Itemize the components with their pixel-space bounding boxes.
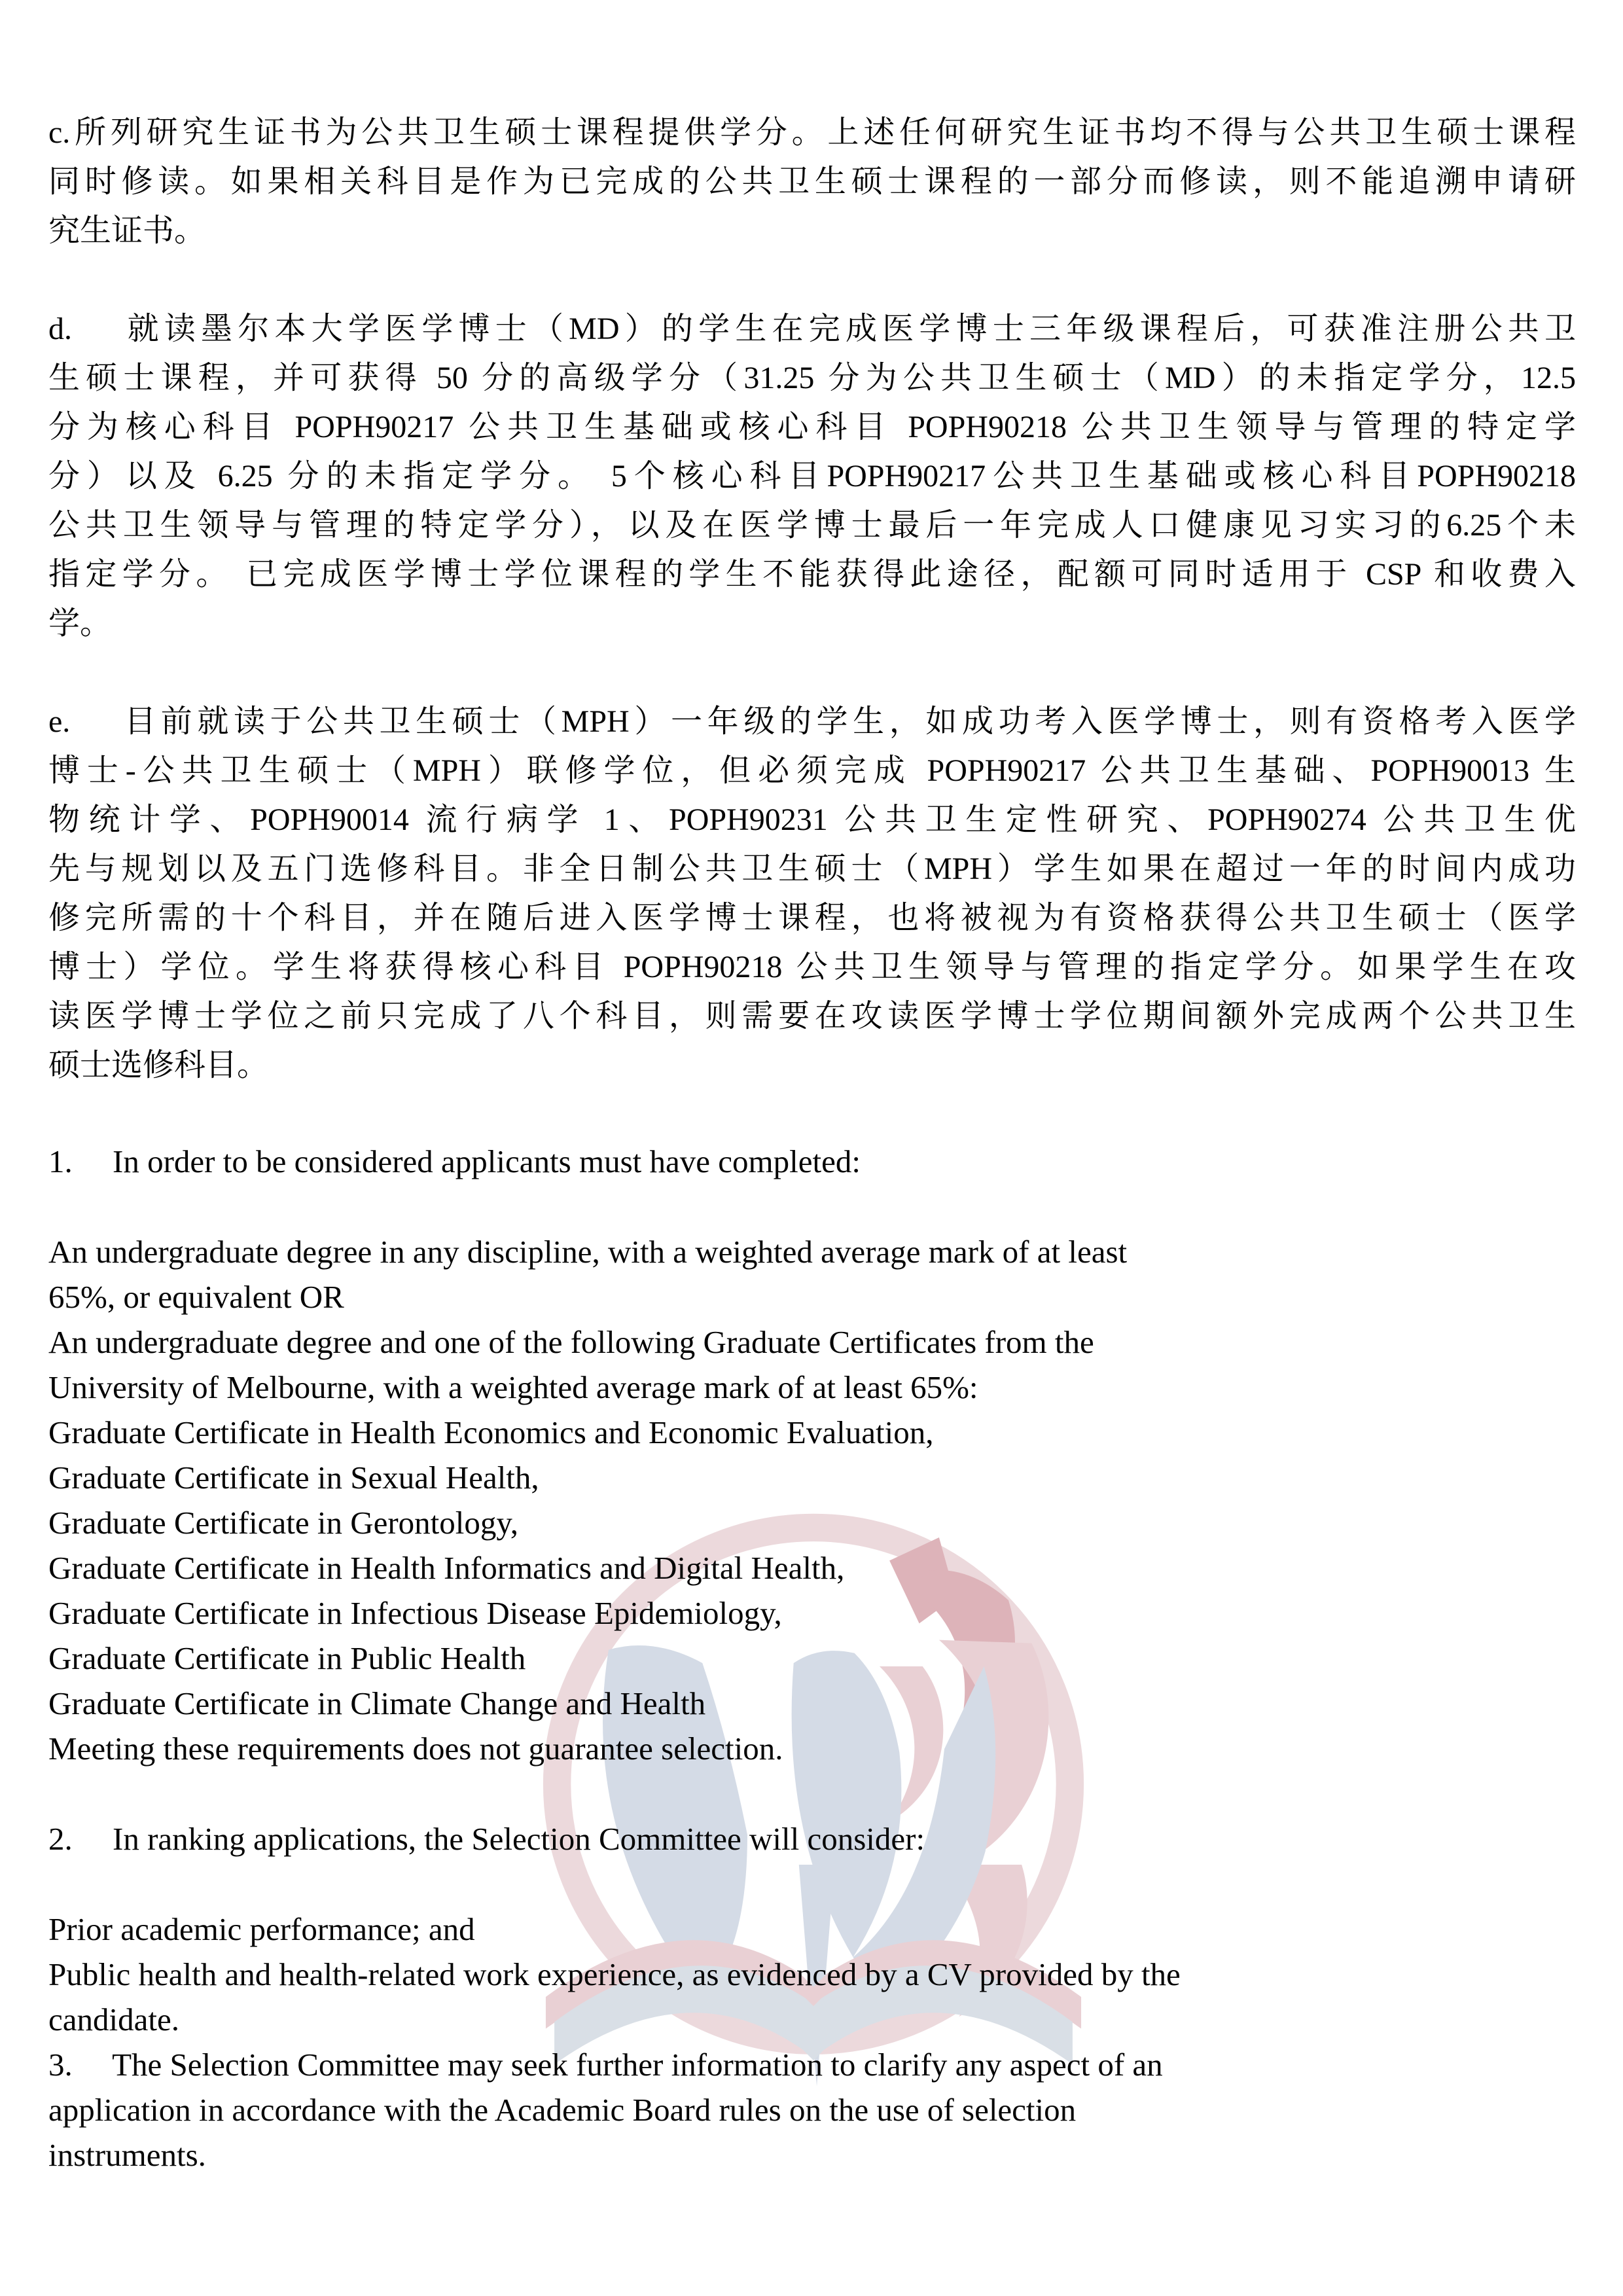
text-line: application in accordance with the Academic Board rules on the use of selection xyxy=(48,2092,1077,2128)
text-line: 同时修读。如果相关科目是作为已完成的公共卫生硕士课程的一部分而修读，则不能追溯申请研 xyxy=(48,164,1576,199)
text-line: Graduate Certificate in Public Health xyxy=(48,1640,526,1676)
text-line: Graduate Certificate in Sexual Health, xyxy=(48,1460,539,1496)
text-line: 博士）学位。学生将获得核心科目 POPH90218 公共卫生领导与管理的指定学分。如果学生在攻 xyxy=(48,950,1576,984)
text-line: Prior academic performance; and xyxy=(48,1911,475,1947)
text-line: 学。 xyxy=(48,606,112,641)
text-line: Graduate Certificate in Health Informatics and Digital Health, xyxy=(48,1550,845,1586)
text-line xyxy=(48,1861,1576,1907)
text-line: 生硕士课程，并可获得 50 分的高级学分（31.25 分为公共卫生硕士（MD）的未指定学分，12.5 xyxy=(48,361,1576,395)
text-line: c.所列研究生证书为公共卫生硕士课程提供学分。上述任何研究生证书均不得与公共卫生硕士课程 xyxy=(48,115,1576,150)
text-line: instruments. xyxy=(48,2137,206,2173)
text-line xyxy=(48,1771,1576,1816)
text-line: Meeting these requirements does not guarantee selection. xyxy=(48,1731,783,1767)
paragraph-zh-d xyxy=(48,304,1576,648)
text-line: Graduate Certificate in Gerontology, xyxy=(48,1505,518,1541)
text-line: 2. In ranking applications, the Selection Committee will consider: xyxy=(48,1821,925,1857)
document-content xyxy=(48,108,1576,2178)
text-line: An undergraduate degree in any discipline, with a weighted average mark of at least xyxy=(48,1234,1128,1270)
section-english-requirements xyxy=(48,1139,1576,2178)
text-line: 物统计学、POPH90014 流行病学 1、POPH90231 公共卫生定性研究、POPH90274 公共卫生优 xyxy=(48,802,1576,837)
text-line: 硕士选修科目。 xyxy=(48,1048,269,1083)
text-line: d. 就读墨尔本大学医学博士（MD）的学生在完成医学博士三年级课程后，可获准注册公共卫 xyxy=(48,312,1576,346)
paragraph-zh-e xyxy=(48,697,1576,1090)
text-line: 公共卫生领导与管理的特定学分），以及在医学博士最后一年完成人口健康见习实习的6.25个未 xyxy=(48,508,1576,543)
text-line: University of Melbourne, with a weighted average mark of at least 65%: xyxy=(48,1369,978,1405)
text-line: 分）以及 6.25 分的未指定学分。 5个核心科目POPH90217公共卫生基础或核心科目POPH90218 xyxy=(48,459,1576,493)
text-line: 65%, or equivalent OR xyxy=(48,1279,344,1315)
text-line: Public health and health-related work experience, as evidenced by a CV provided by the xyxy=(48,1956,1181,1992)
text-line: e. 目前就读于公共卫生硕士（MPH）一年级的学生，如成功考入医学博士，则有资格考入医学 xyxy=(48,704,1576,739)
text-line: 读医学博士学位之前只完成了八个科目，则需要在攻读医学博士学位期间额外完成两个公共卫生 xyxy=(48,999,1576,1033)
text-line: candidate. xyxy=(48,2001,179,2037)
text-line: Graduate Certificate in Climate Change and Health xyxy=(48,1685,706,1721)
text-line xyxy=(48,1184,1576,1229)
text-line: 修完所需的十个科目，并在随后进入医学博士课程，也将被视为有资格获得公共卫生硕士（医学 xyxy=(48,901,1576,935)
text-line: 指定学分。 已完成医学博士学位课程的学生不能获得此途径，配额可同时适用于 CSP 和收费入 xyxy=(48,557,1576,592)
text-line: 究生证书。 xyxy=(48,213,206,248)
text-line: 博士-公共卫生硕士（MPH）联修学位，但必须完成 POPH90217 公共卫生基础、POPH90013 生 xyxy=(48,753,1576,788)
text-line: 先与规划以及五门选修科目。非全日制公共卫生硕士（MPH）学生如果在超过一年的时间内成功 xyxy=(48,852,1576,886)
text-line: 分为核心科目 POPH90217 公共卫生基础或核心科目 POPH90218 公共卫生领导与管理的特定学 xyxy=(48,410,1576,444)
text-line: Graduate Certificate in Infectious Disease Epidemiology, xyxy=(48,1595,782,1631)
text-line: An undergraduate degree and one of the following Graduate Certificates from the xyxy=(48,1324,1094,1360)
text-line: Graduate Certificate in Health Economics and Economic Evaluation, xyxy=(48,1414,934,1450)
text-line: 1. In order to be considered applicants must have completed: xyxy=(48,1143,861,1179)
paragraph-zh-c xyxy=(48,108,1576,255)
text-line: 3. The Selection Committee may seek further information to clarify any aspect of an xyxy=(48,2047,1163,2083)
